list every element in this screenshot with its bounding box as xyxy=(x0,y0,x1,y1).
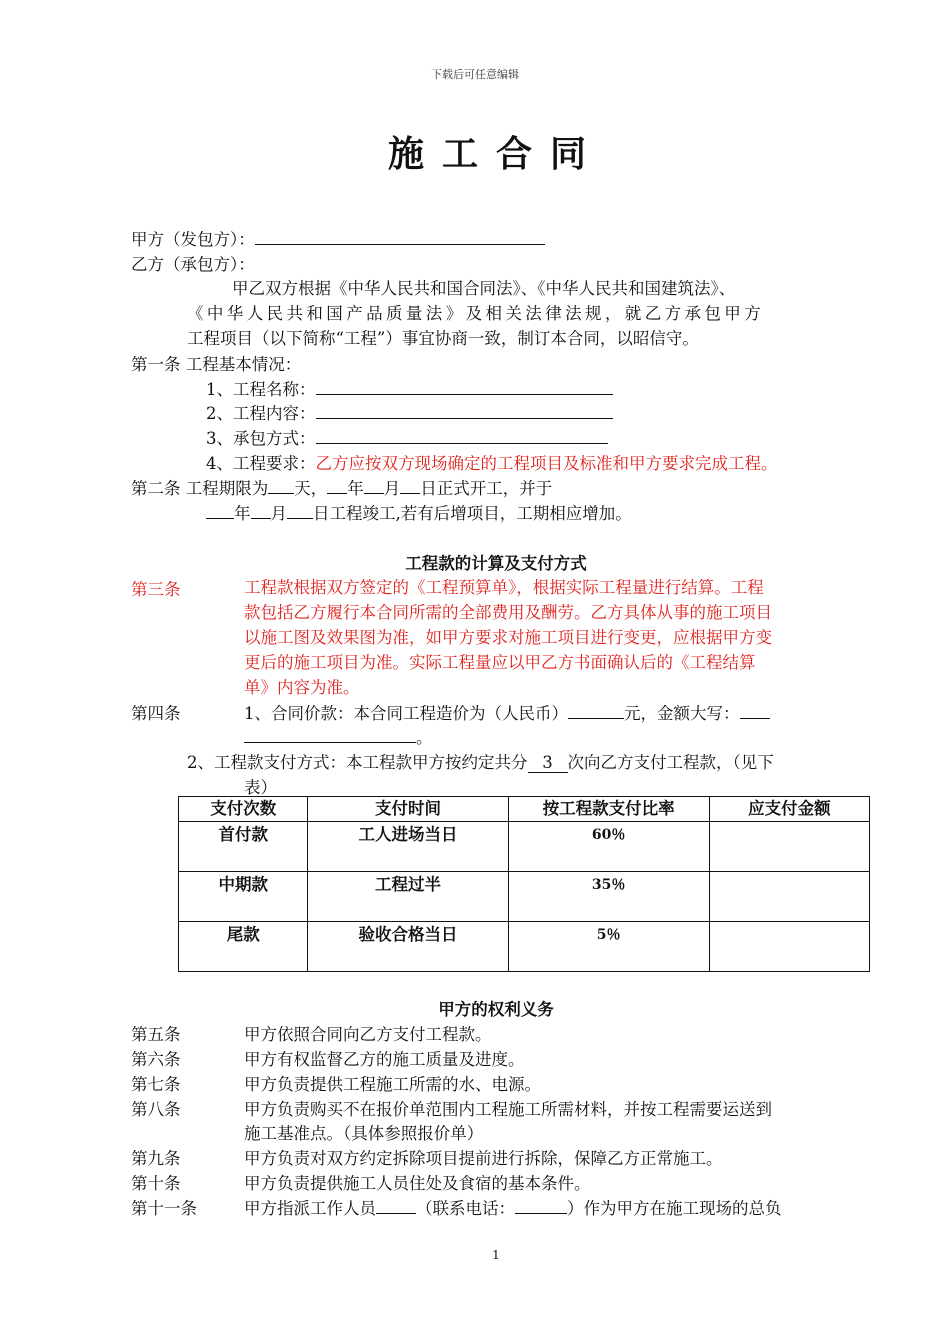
project-content-blank[interactable] xyxy=(316,402,613,419)
article-3-line: 款包括乙方履行本合同所需的全部费用及酬劳。乙方具体从事的施工项目 xyxy=(244,603,772,622)
article-3-number: 第三条 xyxy=(131,580,181,599)
article-4-line-4: 表） xyxy=(244,778,277,797)
payment-method-suffix: 次向乙方支付工程款，（见下 xyxy=(567,753,774,772)
article-3-body xyxy=(244,575,860,700)
article-4-number: 第四条 xyxy=(131,704,181,723)
table-cell[interactable] xyxy=(709,922,869,972)
table-cell[interactable] xyxy=(709,872,869,922)
table-header: 按工程款支付比率 xyxy=(508,797,709,822)
preamble-line-2: 《中华人民共和国产品质量法》及相关法律法规，就乙方承包甲方 xyxy=(187,304,765,323)
article-4-line-2 xyxy=(244,724,433,748)
payment-times[interactable]: 3 xyxy=(528,754,568,773)
table-cell: 5％ xyxy=(508,922,709,972)
table-header: 支付次数 xyxy=(179,797,308,822)
article-1-item-4 xyxy=(206,450,778,474)
article-8-text: 甲方负责购买不在报价单范围内工程施工所需材料，并按工程需要运送到 xyxy=(244,1100,772,1119)
requirements-label: 4、工程要求： xyxy=(206,454,316,473)
table-header-row xyxy=(179,797,870,822)
article-3-line: 以施工图及效果图为准，如甲方要求对施工项目进行变更，应根据甲方变 xyxy=(244,628,772,647)
table-cell: 60％ xyxy=(508,822,709,872)
article-8-text-cont: 施工基准点。（具体参照报价单） xyxy=(244,1124,484,1143)
article-9-text: 甲方负责对双方约定拆除项目提前进行拆除，保障乙方正常施工。 xyxy=(244,1149,723,1168)
article-1-item-3 xyxy=(206,425,608,449)
party-b-label: 乙方（承包方）： xyxy=(131,255,255,274)
party-a-label: 甲方（发包方）： xyxy=(131,230,255,249)
days-unit: 天， xyxy=(294,479,328,498)
article-10-number: 第十条 xyxy=(131,1174,181,1193)
price-words-blank[interactable] xyxy=(740,702,770,719)
article-5-number: 第五条 xyxy=(131,1025,181,1044)
table-cell: 工程过半 xyxy=(308,872,508,922)
month-unit-2: 月 xyxy=(270,504,287,523)
end-day-blank[interactable] xyxy=(287,502,313,519)
contract-mode-blank[interactable] xyxy=(316,427,608,444)
document-title: 施工合同 xyxy=(387,133,604,175)
article-7-number: 第七条 xyxy=(131,1075,181,1094)
end-month-blank[interactable] xyxy=(251,502,271,519)
article-11-number: 第十一条 xyxy=(131,1199,197,1218)
table-cell: 35％ xyxy=(508,872,709,922)
price-label: 1、合同价款：本合同工程造价为（人民币） xyxy=(244,704,568,723)
article-11-text xyxy=(244,1195,782,1219)
start-suffix: 日正式开工，并于 xyxy=(420,479,553,498)
party-a-line xyxy=(131,226,545,250)
article-6-number: 第六条 xyxy=(131,1050,181,1069)
end-suffix: 日工程竣工,若有后增项目，工期相应增加。 xyxy=(313,504,632,523)
year-unit-2: 年 xyxy=(234,504,251,523)
article-4-line-3 xyxy=(187,749,774,773)
article-1-item-2 xyxy=(206,400,613,424)
table-cell: 中期款 xyxy=(179,872,308,922)
table-row xyxy=(179,872,870,922)
payment-table xyxy=(178,796,870,972)
end-year-blank[interactable] xyxy=(206,502,234,519)
section-payment-heading: 工程款的计算及支付方式 xyxy=(405,554,587,573)
price-words-blank-2[interactable] xyxy=(244,726,416,743)
article-7-text: 甲方负责提供工程施工所需的水、电源。 xyxy=(244,1075,541,1094)
table-row xyxy=(179,822,870,872)
phone-blank[interactable] xyxy=(515,1197,567,1214)
article-1-item-1 xyxy=(206,376,613,400)
contract-mode-label: 3、承包方式： xyxy=(206,429,316,448)
month-unit: 月 xyxy=(383,479,401,498)
table-header: 支付时间 xyxy=(308,797,508,822)
article-3-line: 单》内容为准。 xyxy=(244,678,360,697)
price-blank[interactable] xyxy=(568,702,624,719)
start-month-blank[interactable] xyxy=(364,477,384,494)
start-day-blank[interactable] xyxy=(400,477,420,494)
project-name-blank[interactable] xyxy=(316,378,613,395)
article-8-number: 第八条 xyxy=(131,1100,181,1119)
table-row xyxy=(179,922,870,972)
party-a-blank[interactable] xyxy=(255,228,545,245)
table-cell: 首付款 xyxy=(179,822,308,872)
article-3-line: 工程款根据双方签定的《工程预算单》，根据实际工程量进行结算。工程 xyxy=(244,578,764,597)
article-2-line-1 xyxy=(131,475,552,499)
table-cell: 工人进场当日 xyxy=(308,822,508,872)
article-10-text: 甲方负责提供施工人员住处及食宿的基本条件。 xyxy=(244,1174,591,1193)
table-cell: 尾款 xyxy=(179,922,308,972)
start-year-blank[interactable] xyxy=(327,477,347,494)
table-cell: 验收合格当日 xyxy=(308,922,508,972)
article-5-text: 甲方依照合同向乙方支付工程款。 xyxy=(244,1025,492,1044)
staff-suffix: ）作为甲方在施工现场的总负 xyxy=(567,1199,782,1218)
article-3-line: 更后的施工项目为准。实际工程量应以甲乙方书面确认后的《工程结算 xyxy=(244,653,756,672)
table-header: 应支付金额 xyxy=(709,797,869,822)
staff-blank[interactable] xyxy=(376,1197,416,1214)
preamble-line-3: 工程项目（以下简称“工程”）事宜协商一致，制订本合同，以昭信守。 xyxy=(187,329,699,348)
page-header: 下载后可任意编辑 xyxy=(431,68,519,81)
table-cell[interactable] xyxy=(709,822,869,872)
article-2-line-2 xyxy=(206,500,632,524)
article-4-line-1 xyxy=(244,700,770,724)
requirements-text: 乙方应按双方现场确定的工程项目及标准和甲方要求完成工程。 xyxy=(315,454,778,473)
staff-label: 甲方指派工作人员 xyxy=(244,1199,376,1218)
project-content-label: 2、工程内容： xyxy=(206,404,316,423)
page-number: 1 xyxy=(492,1248,500,1262)
article-6-text: 甲方有权监督乙方的施工质量及进度。 xyxy=(244,1050,525,1069)
price-words-label: 元，金额大写： xyxy=(624,704,740,723)
preamble-line-1: 甲乙双方根据《中华人民共和国合同法》、《中华人民共和国建筑法》、 xyxy=(232,279,736,298)
article-9-number: 第九条 xyxy=(131,1149,181,1168)
payment-method-label: 2、工程款支付方式：本工程款甲方按约定共分 xyxy=(187,753,528,772)
year-unit: 年 xyxy=(347,479,364,498)
party-b-line xyxy=(131,251,255,275)
price-period: 。 xyxy=(416,728,433,747)
days-blank[interactable] xyxy=(268,477,294,494)
project-name-label: 1、工程名称： xyxy=(206,380,316,399)
phone-label: （联系电话： xyxy=(416,1199,515,1218)
period-label: 第二条 工程期限为 xyxy=(131,479,269,498)
section-party-a-heading: 甲方的权利义务 xyxy=(438,1000,554,1019)
article-1-title: 第一条 工程基本情况： xyxy=(131,355,302,374)
